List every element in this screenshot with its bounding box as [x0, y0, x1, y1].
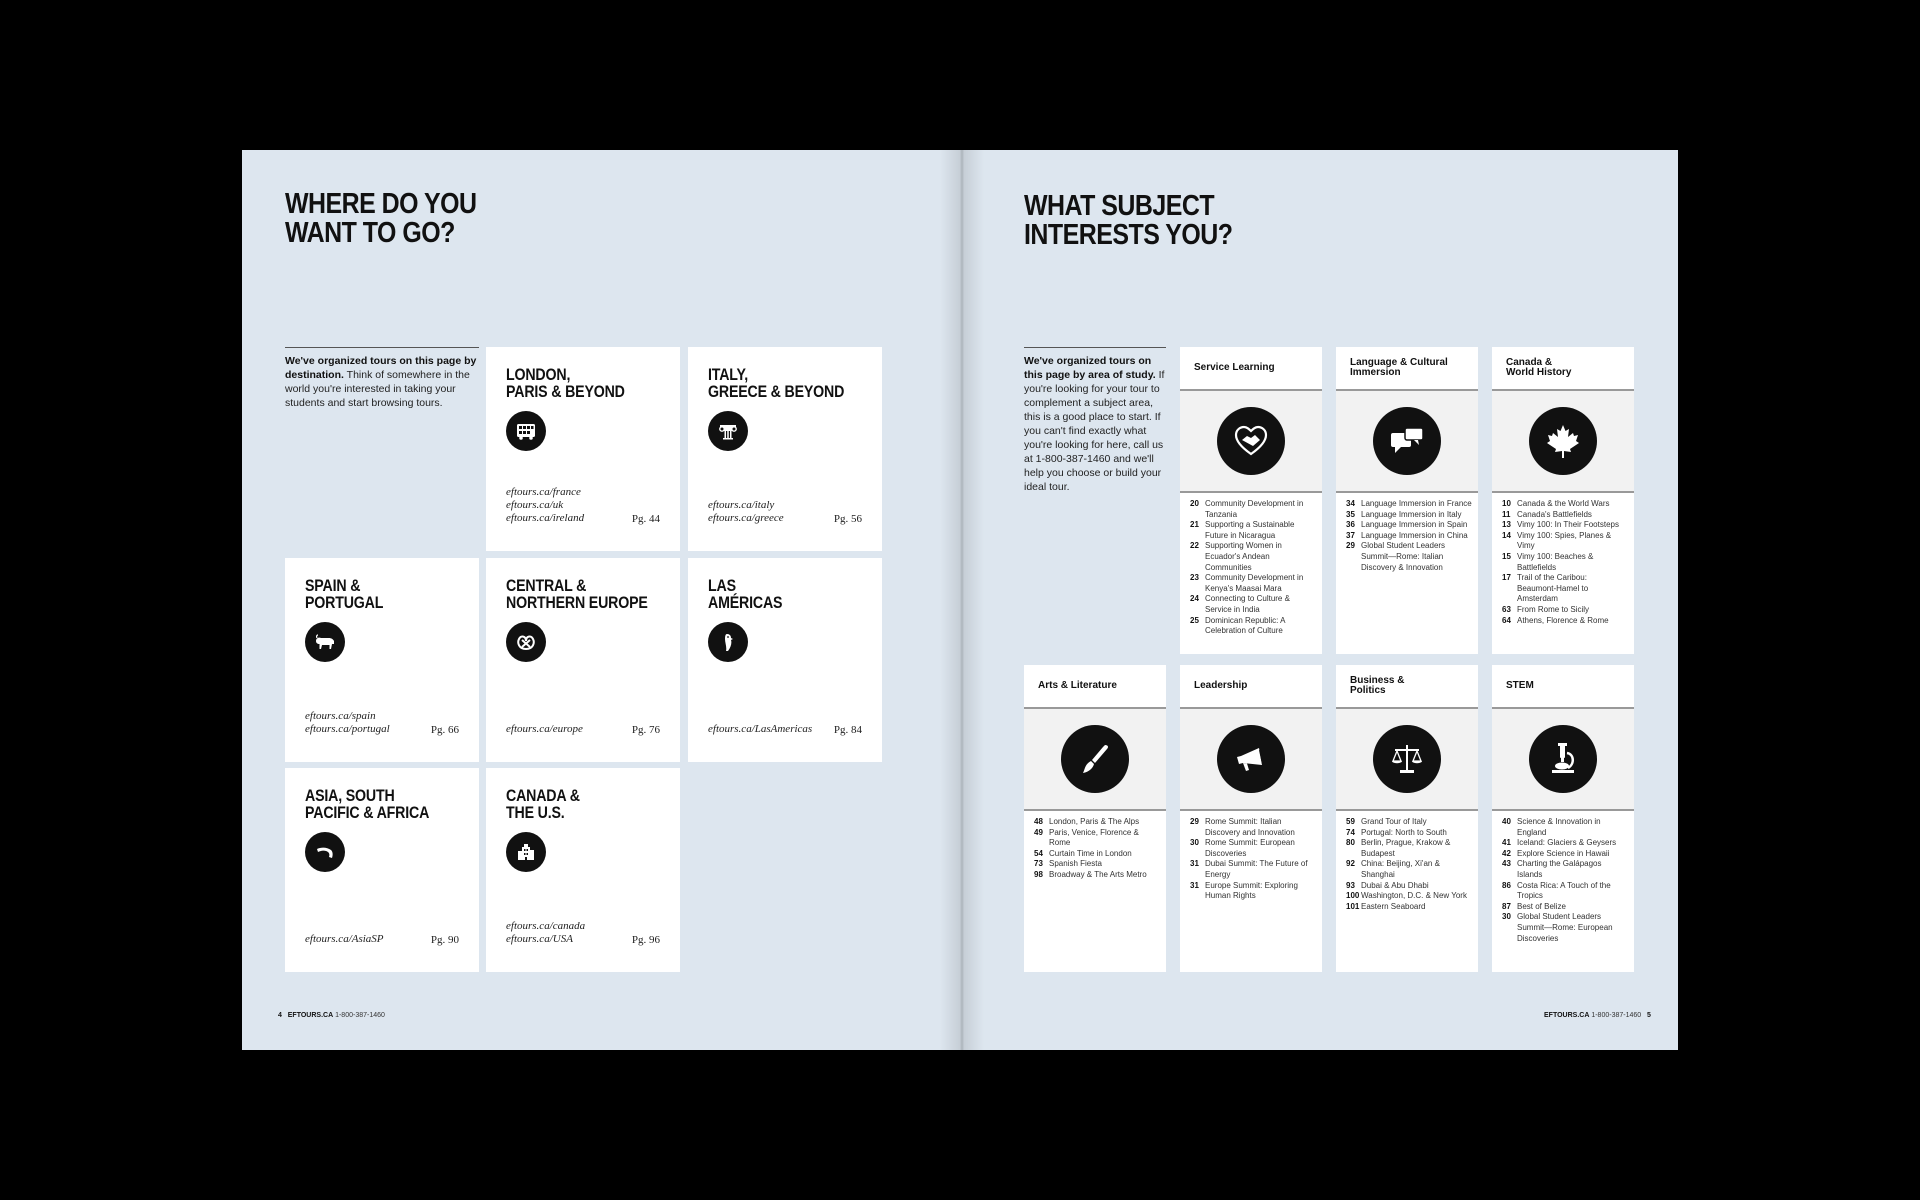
- subject-intro: We've organized tours on this page by area of study. If you're looking for your tour to complement a subject area, this is a good place to start. If you can't find exactly what you're looking for here, call us at 1-800-387-1460 and we'll help you choose or build your ideal tour.: [1024, 347, 1166, 494]
- list-item[interactable]: 22 Supporting Women in Ecuador's Andean Communities: [1190, 541, 1282, 572]
- page-reference: Pg. 90: [430, 934, 459, 946]
- list-item[interactable]: 43 Charting the Galápagos Islands: [1502, 859, 1602, 879]
- tour-list: [1190, 817, 1316, 902]
- destination-links[interactable]: eftours.ca/france eftours.ca/uk eftours.ca/ireland: [506, 486, 585, 524]
- list-item[interactable]: 10 Canada & the World Wars: [1502, 499, 1610, 508]
- destination-card-canada-us[interactable]: CANADA & THE U.S. eftours.ca/canada eftours.ca/USA Pg. 96: [486, 768, 680, 972]
- list-item[interactable]: 35 Language Immersion in Italy: [1346, 509, 1462, 519]
- tour-list: [1034, 817, 1160, 881]
- scales-icon: [1373, 725, 1441, 793]
- destination-card-asia[interactable]: ASIA, SOUTH PACIFIC & AFRICA eftours.ca/AsiaSP Pg. 90: [285, 768, 479, 972]
- subject-card-arts[interactable]: Arts & Literature 48 London, Paris & The Alps 49 Paris, Venice, Florence & Rome 54 Curtain Time in London 73 Spanish Fiesta 98 Broadway & The Arts Metro: [1024, 665, 1166, 972]
- double-decker-bus-icon: [506, 411, 546, 451]
- left-page-footer: 4 EFTOURS.CA 1-800-387-1460: [278, 1012, 385, 1019]
- list-item[interactable]: 93 Dubai & Abu Dhabi: [1346, 880, 1429, 890]
- subject-card-service-learning[interactable]: Service Learning 20 Community Development in Tanzania 21 Supporting a Sustainable Future in Nicaragua 22 Supporting Women in Ecuador's Andean Communities 23 Community Development in Kenya's Maasai Mara 24 Connecting to Culture & Service in India 25 Dominican Republic: A Celebration of Culture: [1180, 347, 1322, 654]
- list-item[interactable]: 13 Vimy 100: In Their Footsteps: [1502, 520, 1619, 530]
- destination-links[interactable]: eftours.ca/europe: [506, 723, 583, 735]
- list-item[interactable]: 48 London, Paris & The Alps: [1034, 817, 1140, 826]
- pretzel-icon: [506, 622, 546, 662]
- subject-card-stem[interactable]: STEM 40 Science & Innovation in England 41 Iceland: Glaciers & Geysers 42 Explore Science in Hawaii 43 Charting the Galápagos Islands 86 Costa Rica: A Touch of the Tropics 87 Best of Belize 30 Global Student Leaders Summit—Rome: European Discoveries: [1492, 665, 1634, 972]
- page-reference: Pg. 66: [430, 724, 459, 736]
- list-item[interactable]: 73 Spanish Fiesta: [1034, 859, 1102, 869]
- list-item[interactable]: 59 Grand Tour of Italy: [1346, 817, 1427, 826]
- list-item[interactable]: 41 Iceland: Glaciers & Geysers: [1502, 838, 1617, 848]
- bull-icon: [305, 622, 345, 662]
- list-item[interactable]: 64 Athens, Florence & Rome: [1502, 615, 1609, 625]
- list-item[interactable]: 31 Dubai Summit: The Future of Energy: [1190, 859, 1308, 879]
- tour-list: [1502, 499, 1628, 626]
- list-item[interactable]: 40 Science & Innovation in England: [1502, 817, 1601, 837]
- tour-list: [1346, 499, 1472, 573]
- list-item[interactable]: 80 Berlin, Prague, Krakow & Budapest: [1346, 838, 1451, 858]
- list-item[interactable]: 74 Portugal: North to South: [1346, 827, 1447, 837]
- tour-list: [1502, 817, 1628, 944]
- destination-intro: We've organized tours on this page by destination. Think of somewhere in the world you're interested in taking your students and start browsing tours.: [285, 347, 479, 410]
- list-item[interactable]: 87 Best of Belize: [1502, 901, 1566, 911]
- tour-list: [1346, 817, 1472, 912]
- list-item[interactable]: 36 Language Immersion in Spain: [1346, 520, 1468, 530]
- list-item[interactable]: 24 Connecting to Culture & Service in India: [1190, 594, 1290, 614]
- list-item[interactable]: 15 Vimy 100: Beaches & Battlefields: [1502, 551, 1594, 572]
- list-item[interactable]: 92 China: Beijing, Xi'an & Shanghai: [1346, 859, 1440, 879]
- list-item[interactable]: 30 Global Student Leaders Summit—Rome: European Discoveries: [1502, 912, 1613, 943]
- list-item[interactable]: 31 Europe Summit: Exploring Human Rights: [1190, 880, 1298, 901]
- list-item[interactable]: 25 Dominican Republic: A Celebration of Culture: [1190, 615, 1286, 636]
- page-reference: Pg. 44: [631, 513, 660, 525]
- destination-card-italy[interactable]: ITALY, GREECE & BEYOND eftours.ca/italy eftours.ca/greece Pg. 56: [688, 347, 882, 551]
- list-item[interactable]: 101 Eastern Seaboard: [1346, 901, 1426, 911]
- megaphone-icon: [1217, 725, 1285, 793]
- list-item[interactable]: 98 Broadway & The Arts Metro: [1034, 869, 1147, 879]
- column-capital-icon: [708, 411, 748, 451]
- book-gutter: [940, 150, 984, 1050]
- subject-card-leadership[interactable]: Leadership 29 Rome Summit: Italian Discovery and Innovation 30 Rome Summit: European Discoveries 31 Dubai Summit: The Future of Energy 31 Europe Summit: Exploring Human Rights: [1180, 665, 1322, 972]
- destination-card-central-europe[interactable]: CENTRAL & NORTHERN EUROPE eftours.ca/europe Pg. 76: [486, 558, 680, 762]
- tour-list: [1190, 499, 1316, 637]
- list-item[interactable]: 37 Language Immersion in China: [1346, 530, 1468, 540]
- list-item[interactable]: 20 Community Development in Tanzania: [1190, 499, 1304, 519]
- left-page-heading: WHERE DO YOU WANT TO GO?: [285, 188, 477, 249]
- page-reference: Pg. 84: [833, 724, 862, 736]
- list-item[interactable]: 63 From Rome to Sicily: [1502, 604, 1590, 614]
- list-item[interactable]: 49 Paris, Venice, Florence & Rome: [1034, 827, 1139, 848]
- right-page-footer: EFTOURS.CA 1-800-387-1460 5: [1544, 1012, 1651, 1019]
- speech-bubbles-icon: [1373, 407, 1441, 475]
- subject-card-language[interactable]: Language & Cultural Immersion 34 Language Immersion in France 35 Language Immersion in Italy 36 Language Immersion in Spain 37 Language Immersion in China 29 Global Student Leaders Summit—Rome: Italian Discovery & Innovation: [1336, 347, 1478, 654]
- paintbrush-icon: [1061, 725, 1129, 793]
- list-item[interactable]: 42 Explore Science in Hawaii: [1502, 848, 1610, 858]
- list-item[interactable]: 54 Curtain Time in London: [1034, 848, 1132, 858]
- destination-links[interactable]: eftours.ca/canada eftours.ca/USA: [506, 920, 586, 945]
- list-item[interactable]: 30 Rome Summit: European Discoveries: [1190, 838, 1295, 858]
- handshake-heart-icon: [1217, 407, 1285, 475]
- boomerang-icon: [305, 832, 345, 872]
- list-item[interactable]: 14 Vimy 100: Spies, Planes & Vimy: [1502, 530, 1612, 551]
- subject-card-business[interactable]: Business & Politics 59 Grand Tour of Italy 74 Portugal: North to South 80 Berlin, Prague, Krakow & Budapest 92 China: Beijing, Xi'an & Shanghai 93 Dubai & Abu Dhabi 100 Washington, D.C. & New York 101 Eastern Seaboard: [1336, 665, 1478, 972]
- list-item[interactable]: 29 Global Student Leaders Summit—Rome: Italian Discovery & Innovation: [1346, 541, 1446, 572]
- list-item[interactable]: 100 Washington, D.C. & New York: [1346, 891, 1467, 901]
- city-building-icon: [506, 832, 546, 872]
- destination-links[interactable]: eftours.ca/spain eftours.ca/portugal: [305, 710, 390, 735]
- destination-links[interactable]: eftours.ca/italy eftours.ca/greece: [708, 499, 784, 524]
- destination-card-las-americas[interactable]: LAS AMÉRICAS eftours.ca/LasAmericas Pg. 84: [688, 558, 882, 762]
- list-item[interactable]: 17 Trail of the Caribou: Beaumont-Hamel to Amsterdam: [1502, 573, 1589, 604]
- list-item[interactable]: 86 Costa Rica: A Touch of the Tropics: [1502, 880, 1611, 901]
- right-page-heading: WHAT SUBJECT INTERESTS YOU?: [1024, 190, 1233, 251]
- maple-leaf-icon: [1529, 407, 1597, 475]
- microscope-icon: [1529, 725, 1597, 793]
- page-reference: Pg. 76: [631, 724, 660, 736]
- subject-card-canada-history[interactable]: Canada & World History 10 Canada & the World Wars 11 Canada's Battlefields 13 Vimy 100: In Their Footsteps 14 Vimy 100: Spies, Planes & Vimy 15 Vimy 100: Beaches & Battlefields 17 Trail of the Caribou: Beaumont-Hamel to Amsterdam 63 From Rome to Sicily 64 Athens, Florence & Rome: [1492, 347, 1634, 654]
- list-item[interactable]: 11 Canada's Battlefields: [1502, 509, 1592, 519]
- page-reference: Pg. 96: [631, 934, 660, 946]
- list-item[interactable]: 21 Supporting a Sustainable Future in Nicaragua: [1190, 520, 1295, 540]
- destination-links[interactable]: eftours.ca/LasAmericas: [708, 723, 813, 735]
- list-item[interactable]: 29 Rome Summit: Italian Discovery and Innovation: [1190, 817, 1295, 837]
- destination-card-spain[interactable]: SPAIN & PORTUGAL eftours.ca/spain eftours.ca/portugal Pg. 66: [285, 558, 479, 762]
- parrot-icon: [708, 622, 748, 662]
- destination-links[interactable]: eftours.ca/AsiaSP: [305, 933, 384, 945]
- list-item[interactable]: 34 Language Immersion in France: [1346, 499, 1472, 508]
- list-item[interactable]: 23 Community Development in Kenya's Maasai Mara: [1190, 573, 1304, 593]
- page-reference: Pg. 56: [833, 513, 862, 525]
- destination-card-london[interactable]: LONDON, PARIS & BEYOND eftours.ca/france eftours.ca/uk eftours.ca/ireland Pg. 44: [486, 347, 680, 551]
